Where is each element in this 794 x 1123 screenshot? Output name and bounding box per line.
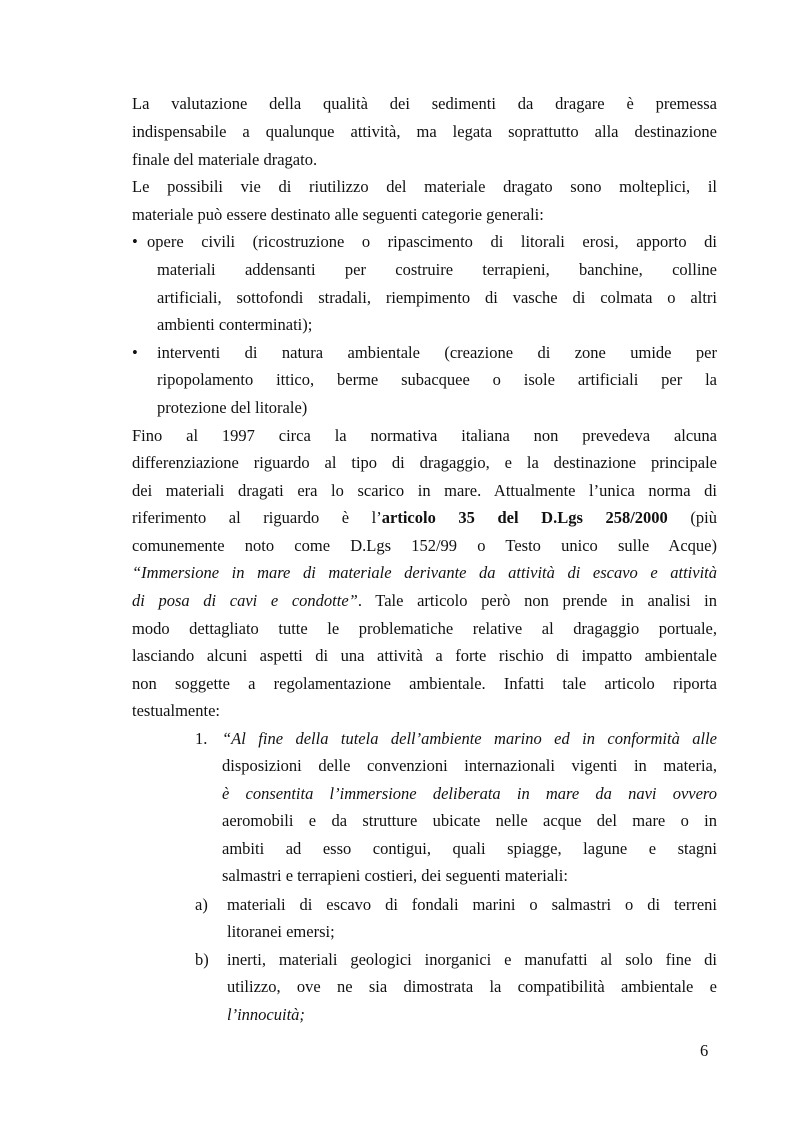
- quote-line: aeromobili e da strutture ubicate nelle acque del mare o in: [222, 811, 717, 830]
- paragraph-line: dei materiali dragati era lo scarico in mare. Attualmente l’unica norma di: [132, 481, 717, 500]
- bullet-line: interventi di natura ambientale (creazione di zone umide per: [157, 343, 717, 362]
- paragraph-line: [132, 508, 717, 528]
- list-letter: b): [195, 950, 209, 969]
- bullet-icon: •: [132, 343, 138, 362]
- page-number: 6: [700, 1041, 709, 1060]
- paragraph-line: Fino al 1997 circa la normativa italiana non prevedeva alcuna: [132, 426, 717, 445]
- bullet-line: protezione del litorale): [157, 398, 308, 417]
- bullet-line: ambienti conterminati);: [157, 315, 313, 334]
- paragraph-line: differenziazione riguardo al tipo di dragaggio, e la destinazione principale: [132, 453, 717, 472]
- bullet-icon: •: [132, 232, 138, 251]
- paragraph-line: non soggette a regolamentazione ambientale. Infatti tale articolo riporta: [132, 674, 717, 693]
- bullet-line: ripopolamento ittico, berme subacquee o isole artificiali per la: [157, 370, 717, 389]
- bullet-line: materiali addensanti per costruire terrapieni, banchine, colline: [157, 260, 717, 279]
- list-item-line: l’innocuità;: [227, 1005, 305, 1024]
- bullet-line: opere civili (ricostruzione o ripascimento di litorali erosi, apporto di: [147, 232, 717, 251]
- law-reference: articolo 35 del D.Lgs 258/2000: [381, 508, 668, 527]
- paragraph-line: modo dettagliato tutte le problematiche relative al dragaggio portuale,: [132, 619, 717, 638]
- paragraph-line: testualmente:: [132, 701, 220, 720]
- quote-line: è consentita l’immersione deliberata in mare da navi ovvero: [222, 784, 717, 803]
- paragraph-line: Le possibili vie di riutilizzo del materiale dragato sono molteplici, il: [132, 177, 717, 196]
- quote-line: salmastri e terrapieni costieri, dei seguenti materiali:: [222, 866, 568, 885]
- paragraph-line: La valutazione della qualità dei sedimenti da dragare è premessa: [132, 94, 717, 113]
- paragraph-line: comunemente noto come D.Lgs 152/99 o Testo unico sulle Acque): [132, 536, 717, 555]
- paragraph-line: lasciando alcuni aspetti di una attività a forte rischio di impatto ambientale: [132, 646, 717, 665]
- list-item-line: materiali di escavo di fondali marini o salmastri o di terreni: [227, 895, 717, 914]
- list-number: 1.: [195, 729, 208, 748]
- list-item-line: litoranei emersi;: [227, 922, 335, 941]
- text-run: . Tale articolo però non prende in analisi in: [357, 591, 718, 610]
- law-title-end: di posa di cavi e condotte”: [132, 591, 358, 610]
- list-letter: a): [195, 895, 208, 914]
- text-run: riferimento al riguardo è l’: [132, 508, 382, 527]
- paragraph-line: [132, 591, 717, 611]
- paragraph-line: finale del materiale dragato.: [132, 150, 318, 169]
- quote-line: disposizioni delle convenzioni internazionali vigenti in materia,: [222, 756, 717, 775]
- paragraph-line: materiale può essere destinato alle seguenti categorie generali:: [132, 205, 544, 224]
- bullet-line: artificiali, sottofondi stradali, riempimento di vasche di colmata o altri: [157, 288, 717, 307]
- list-item-line: utilizzo, ove ne sia dimostrata la compatibilità ambientale e: [227, 977, 717, 996]
- law-title-line: “Immersione in mare di materiale derivante da attività di escavo e attività: [132, 563, 717, 582]
- text-run: (più: [667, 508, 717, 527]
- list-item-line: inerti, materiali geologici inorganici e manufatti al solo fine di: [227, 950, 717, 969]
- quote-line: ambiti ad esso contigui, quali spiagge, lagune e stagni: [222, 839, 717, 858]
- quote-line: “Al fine della tutela dell’ambiente marino ed in conformità alle: [222, 729, 717, 748]
- paragraph-line: indispensabile a qualunque attività, ma legata soprattutto alla destinazione: [132, 122, 717, 141]
